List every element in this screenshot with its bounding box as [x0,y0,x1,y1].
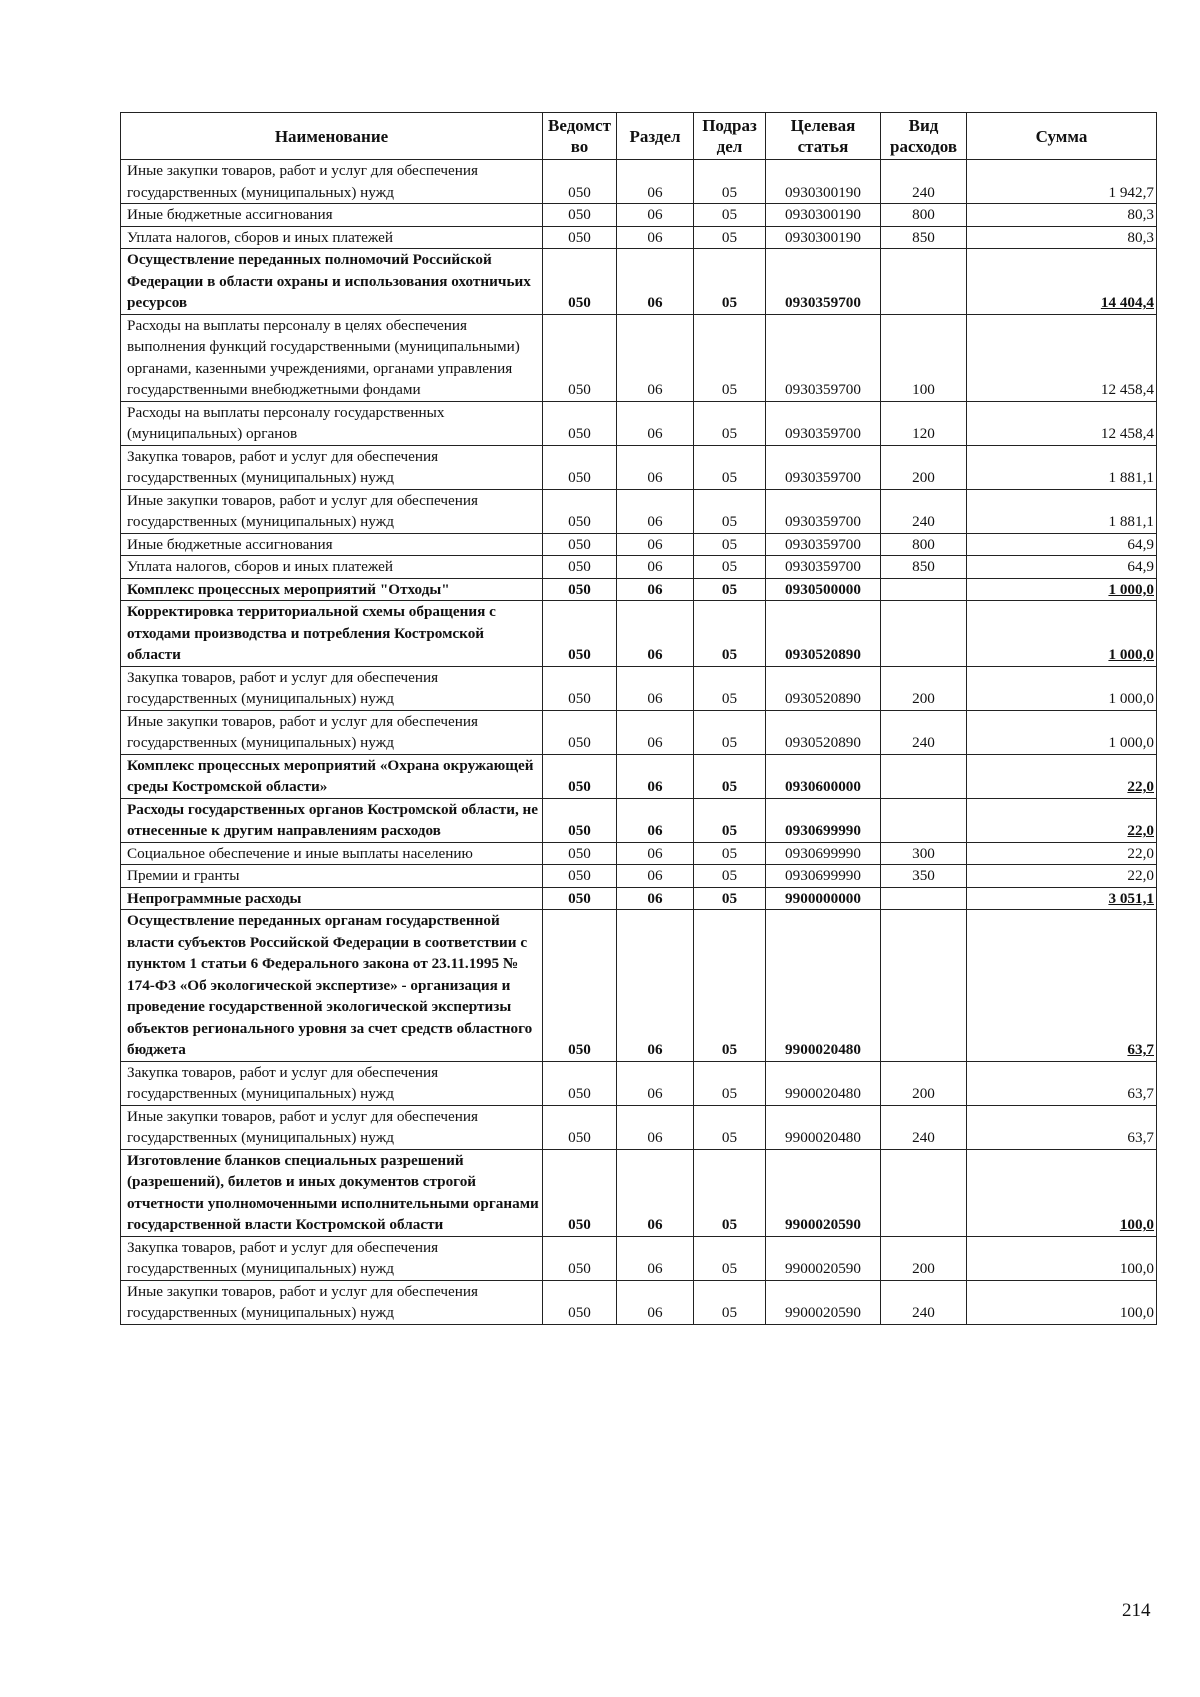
cell-name: Иные закупки товаров, работ и услуг для обеспечения государственных (муниципальных) нужд [121,710,543,754]
cell-section: 06 [617,910,694,1062]
table-row [121,533,1157,556]
header-name: Наименование [121,113,543,160]
cell-section: 06 [617,160,694,204]
table-row [121,160,1157,204]
cell-section: 06 [617,710,694,754]
cell-dept: 050 [543,314,617,401]
cell-exp-type: 240 [881,1280,967,1324]
cell-section: 06 [617,204,694,227]
cell-section: 06 [617,842,694,865]
cell-name: Закупка товаров, работ и услуг для обеспечения государственных (муниципальных) нужд [121,445,543,489]
cell-amount: 63,7 [967,1061,1157,1105]
table-row [121,865,1157,888]
cell-section: 06 [617,401,694,445]
cell-name: Социальное обеспечение и иные выплаты населению [121,842,543,865]
cell-dept: 050 [543,798,617,842]
table-row [121,710,1157,754]
cell-subsection: 05 [694,1236,766,1280]
cell-amount: 3 051,1 [967,887,1157,910]
cell-dept: 050 [543,666,617,710]
header-subsection: Подраз дел [694,113,766,160]
header-section: Раздел [617,113,694,160]
cell-dept: 050 [543,533,617,556]
cell-amount: 1 942,7 [967,160,1157,204]
cell-target: 0930300190 [766,160,881,204]
cell-exp-type [881,887,967,910]
cell-name: Осуществление переданных органам государственной власти субъектов Российской Федерации в соответствии с пунктом 1 статьи 6 Федерального закона от 23.11.1995 № 174-ФЗ «Об экологической экспертизе» - организация и проведение государственной экологической экспертизы объектов регионального уровня за счет средств областного бюджета [121,910,543,1062]
cell-amount: 1 000,0 [967,601,1157,667]
cell-dept: 050 [543,910,617,1062]
cell-amount: 14 404,4 [967,249,1157,315]
cell-dept: 050 [543,754,617,798]
table-row [121,204,1157,227]
table-row [121,556,1157,579]
cell-target: 9900020480 [766,1061,881,1105]
cell-dept: 050 [543,710,617,754]
header-dept: Ведомст во [543,113,617,160]
cell-subsection: 05 [694,1280,766,1324]
cell-dept: 050 [543,1105,617,1149]
table-row [121,754,1157,798]
cell-target: 0930520890 [766,710,881,754]
table-row [121,601,1157,667]
cell-amount: 64,9 [967,533,1157,556]
cell-subsection: 05 [694,445,766,489]
cell-exp-type: 240 [881,1105,967,1149]
table-row [121,798,1157,842]
cell-subsection: 05 [694,1149,766,1236]
cell-name: Премии и гранты [121,865,543,888]
header-exp-type: Вид расходов [881,113,967,160]
cell-amount: 1 881,1 [967,445,1157,489]
cell-target: 9900000000 [766,887,881,910]
cell-name: Закупка товаров, работ и услуг для обеспечения государственных (муниципальных) нужд [121,1236,543,1280]
cell-target: 0930699990 [766,865,881,888]
cell-target: 0930359700 [766,556,881,579]
cell-amount: 1 881,1 [967,489,1157,533]
cell-target: 9900020480 [766,910,881,1062]
cell-name: Иные бюджетные ассигнования [121,533,543,556]
cell-subsection: 05 [694,533,766,556]
cell-amount: 63,7 [967,1105,1157,1149]
cell-exp-type [881,754,967,798]
cell-amount: 22,0 [967,754,1157,798]
cell-exp-type: 800 [881,533,967,556]
table-row [121,314,1157,401]
cell-name: Комплекс процессных мероприятий «Охрана окружающей среды Костромской области» [121,754,543,798]
table-header-row [121,113,1157,160]
cell-dept: 050 [543,1061,617,1105]
cell-subsection: 05 [694,1105,766,1149]
cell-amount: 1 000,0 [967,710,1157,754]
cell-section: 06 [617,1061,694,1105]
cell-target: 9900020480 [766,1105,881,1149]
cell-dept: 050 [543,865,617,888]
cell-target: 0930600000 [766,754,881,798]
table-body [121,160,1157,1325]
table-row [121,910,1157,1062]
cell-target: 0930359700 [766,314,881,401]
cell-amount: 22,0 [967,842,1157,865]
table-row [121,887,1157,910]
cell-amount: 1 000,0 [967,578,1157,601]
cell-exp-type: 120 [881,401,967,445]
cell-section: 06 [617,1149,694,1236]
cell-exp-type: 240 [881,710,967,754]
cell-target: 0930699990 [766,842,881,865]
table-row [121,249,1157,315]
cell-target: 0930359700 [766,489,881,533]
cell-exp-type [881,249,967,315]
cell-name: Уплата налогов, сборов и иных платежей [121,226,543,249]
cell-amount: 100,0 [967,1280,1157,1324]
cell-exp-type: 200 [881,666,967,710]
cell-dept: 050 [543,160,617,204]
cell-dept: 050 [543,887,617,910]
table-row [121,1149,1157,1236]
header-target: Целевая статья [766,113,881,160]
cell-dept: 050 [543,556,617,579]
cell-section: 06 [617,887,694,910]
cell-section: 06 [617,226,694,249]
cell-subsection: 05 [694,160,766,204]
cell-name: Расходы государственных органов Костромской области, не отнесенные к другим направлениям расходов [121,798,543,842]
cell-dept: 050 [543,204,617,227]
cell-subsection: 05 [694,887,766,910]
cell-dept: 050 [543,226,617,249]
cell-dept: 050 [543,1280,617,1324]
cell-section: 06 [617,578,694,601]
table-row [121,1280,1157,1324]
cell-exp-type [881,910,967,1062]
cell-target: 0930359700 [766,533,881,556]
cell-name: Закупка товаров, работ и услуг для обеспечения государственных (муниципальных) нужд [121,666,543,710]
cell-name: Закупка товаров, работ и услуг для обеспечения государственных (муниципальных) нужд [121,1061,543,1105]
cell-exp-type [881,1149,967,1236]
cell-section: 06 [617,1236,694,1280]
page-number: 214 [1122,1600,1151,1621]
table-row [121,1061,1157,1105]
cell-amount: 22,0 [967,865,1157,888]
table-row [121,226,1157,249]
cell-subsection: 05 [694,401,766,445]
table-row [121,578,1157,601]
cell-exp-type [881,601,967,667]
cell-name: Комплекс процессных мероприятий "Отходы" [121,578,543,601]
cell-section: 06 [617,865,694,888]
cell-name: Непрограммные расходы [121,887,543,910]
cell-exp-type: 850 [881,556,967,579]
cell-amount: 63,7 [967,910,1157,1062]
cell-subsection: 05 [694,842,766,865]
cell-target: 0930520890 [766,666,881,710]
cell-exp-type [881,798,967,842]
cell-amount: 12 458,4 [967,401,1157,445]
cell-name: Иные закупки товаров, работ и услуг для обеспечения государственных (муниципальных) нужд [121,489,543,533]
cell-dept: 050 [543,1236,617,1280]
cell-name: Расходы на выплаты персоналу государственных (муниципальных) органов [121,401,543,445]
cell-name: Уплата налогов, сборов и иных платежей [121,556,543,579]
header-amount: Сумма [967,113,1157,160]
cell-subsection: 05 [694,249,766,315]
cell-subsection: 05 [694,865,766,888]
table-row [121,1105,1157,1149]
cell-section: 06 [617,601,694,667]
cell-subsection: 05 [694,798,766,842]
cell-name: Иные закупки товаров, работ и услуг для обеспечения государственных (муниципальных) нужд [121,1280,543,1324]
cell-dept: 050 [543,401,617,445]
cell-subsection: 05 [694,226,766,249]
table-row [121,666,1157,710]
cell-exp-type: 850 [881,226,967,249]
cell-section: 06 [617,1105,694,1149]
cell-dept: 050 [543,1149,617,1236]
cell-subsection: 05 [694,666,766,710]
table-row [121,489,1157,533]
cell-section: 06 [617,1280,694,1324]
cell-target: 0930500000 [766,578,881,601]
cell-exp-type: 100 [881,314,967,401]
cell-exp-type: 800 [881,204,967,227]
cell-amount: 64,9 [967,556,1157,579]
table-row [121,842,1157,865]
cell-name: Корректировка территориальной схемы обращения с отходами производства и потребления Костромской области [121,601,543,667]
cell-dept: 050 [543,578,617,601]
cell-section: 06 [617,249,694,315]
cell-target: 9900020590 [766,1149,881,1236]
cell-exp-type: 200 [881,445,967,489]
cell-target: 0930359700 [766,249,881,315]
cell-subsection: 05 [694,1061,766,1105]
cell-amount: 12 458,4 [967,314,1157,401]
cell-exp-type [881,578,967,601]
table-row [121,445,1157,489]
cell-subsection: 05 [694,556,766,579]
cell-amount: 1 000,0 [967,666,1157,710]
cell-target: 0930520890 [766,601,881,667]
cell-name: Осуществление переданных полномочий Российской Федерации в области охраны и использования охотничьих ресурсов [121,249,543,315]
cell-exp-type: 240 [881,160,967,204]
cell-subsection: 05 [694,578,766,601]
cell-exp-type: 200 [881,1061,967,1105]
cell-subsection: 05 [694,314,766,401]
cell-target: 0930300190 [766,226,881,249]
cell-section: 06 [617,556,694,579]
cell-exp-type: 300 [881,842,967,865]
cell-dept: 050 [543,249,617,315]
cell-amount: 22,0 [967,798,1157,842]
cell-name: Расходы на выплаты персоналу в целях обеспечения выполнения функций государственными (муниципальными) органами, казенными учреждениями, органами управления государственными внебюджетными фондами [121,314,543,401]
cell-target: 9900020590 [766,1280,881,1324]
cell-amount: 100,0 [967,1149,1157,1236]
cell-target: 9900020590 [766,1236,881,1280]
cell-dept: 050 [543,445,617,489]
cell-target: 0930359700 [766,445,881,489]
cell-subsection: 05 [694,754,766,798]
cell-exp-type: 200 [881,1236,967,1280]
cell-name: Иные закупки товаров, работ и услуг для обеспечения государственных (муниципальных) нужд [121,1105,543,1149]
cell-section: 06 [617,445,694,489]
cell-amount: 100,0 [967,1236,1157,1280]
cell-target: 0930359700 [766,401,881,445]
table-row [121,401,1157,445]
cell-name: Иные закупки товаров, работ и услуг для обеспечения государственных (муниципальных) нужд [121,160,543,204]
cell-target: 0930300190 [766,204,881,227]
cell-target: 0930699990 [766,798,881,842]
cell-section: 06 [617,798,694,842]
cell-subsection: 05 [694,710,766,754]
cell-subsection: 05 [694,601,766,667]
table-row [121,1236,1157,1280]
cell-section: 06 [617,489,694,533]
cell-exp-type: 350 [881,865,967,888]
cell-subsection: 05 [694,204,766,227]
cell-exp-type: 240 [881,489,967,533]
cell-section: 06 [617,533,694,556]
cell-amount: 80,3 [967,226,1157,249]
cell-section: 06 [617,754,694,798]
cell-section: 06 [617,314,694,401]
budget-table [120,112,1157,1325]
cell-dept: 050 [543,601,617,667]
cell-name: Изготовление бланков специальных разрешений (разрешений), билетов и иных документов строгой отчетности уполномоченными исполнительными органами государственной власти Костромской области [121,1149,543,1236]
cell-amount: 80,3 [967,204,1157,227]
cell-name: Иные бюджетные ассигнования [121,204,543,227]
cell-dept: 050 [543,842,617,865]
cell-subsection: 05 [694,910,766,1062]
cell-subsection: 05 [694,489,766,533]
cell-dept: 050 [543,489,617,533]
cell-section: 06 [617,666,694,710]
